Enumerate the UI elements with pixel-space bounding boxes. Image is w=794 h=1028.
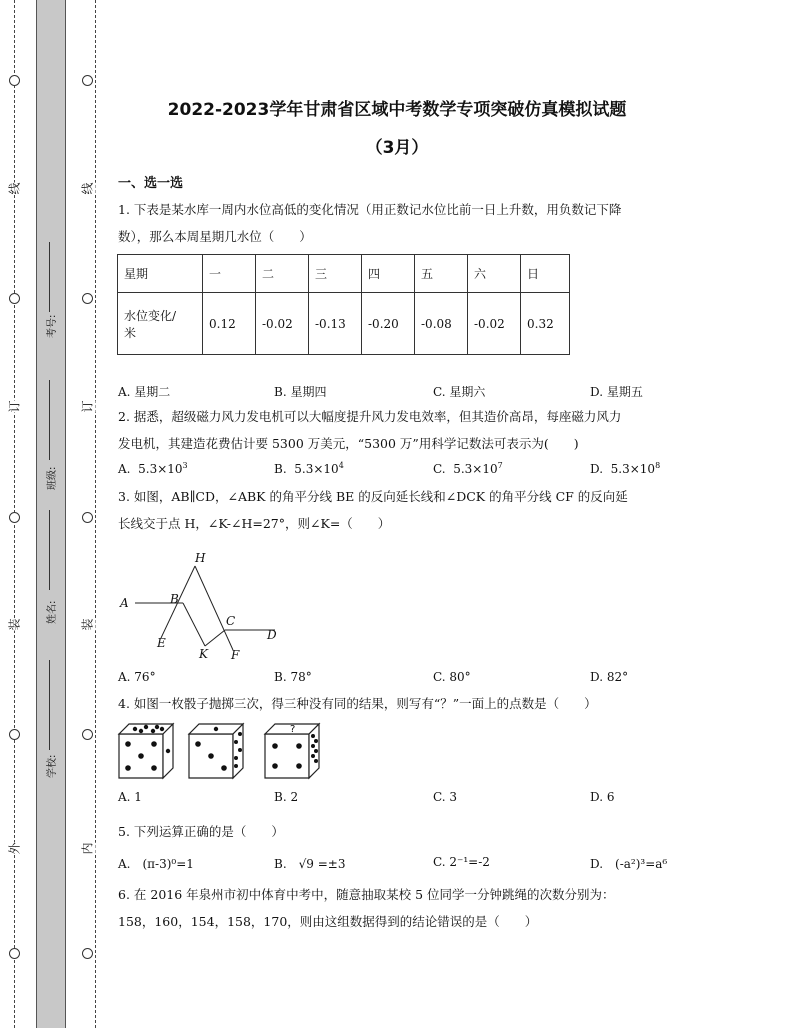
binding-hole bbox=[9, 75, 20, 86]
table-cell: -0.20 bbox=[362, 293, 415, 355]
field-line bbox=[49, 242, 50, 312]
table-header: 一 bbox=[203, 255, 256, 293]
margin-label: 外 bbox=[7, 842, 22, 855]
margin-label: 线 bbox=[7, 182, 22, 195]
q3-option-a: A. 76° bbox=[118, 670, 156, 684]
table-header: 日 bbox=[521, 255, 570, 293]
q2-text: 发电机，其建造花费估计要 5300 万美元，“5300 万”用科学记数法可表示为( ) bbox=[118, 436, 579, 451]
field-exam-number: 考号: bbox=[47, 314, 58, 338]
table-row-label: 水位变化/ 米 bbox=[118, 293, 203, 355]
die-2 bbox=[189, 724, 243, 778]
q3-option-b: B. 78° bbox=[274, 670, 312, 684]
binding-hole bbox=[9, 948, 20, 959]
label-d: D bbox=[267, 628, 277, 642]
q3-text: 3. 如图，AB∥CD，∠ABK 的角平分线 BE 的反向延长线和∠DCK 的角平分线 CF 的反向延 bbox=[118, 489, 628, 504]
table-header: 六 bbox=[468, 255, 521, 293]
margin-label: 订 bbox=[7, 400, 22, 413]
margin-label: 内 bbox=[80, 842, 95, 855]
q2-text: 2. 据悉，超级磁力风力发电机可以大幅度提升风力发电效率，但其造价高昂，每座磁力风力 bbox=[118, 409, 622, 424]
table-cell: 0.12 bbox=[203, 293, 256, 355]
binding-hole bbox=[82, 729, 93, 740]
section-heading: 一、选一选 bbox=[118, 176, 184, 191]
binding-hole bbox=[9, 729, 20, 740]
q5-option-c: C. 2⁻¹=-2 bbox=[433, 855, 490, 869]
q3-option-d: D. 82° bbox=[590, 670, 629, 684]
q1-option-b: B. 星期四 bbox=[274, 385, 327, 399]
q4-dice-figure bbox=[115, 720, 330, 782]
q1-text: 数），那么本周星期几水位（ ） bbox=[118, 229, 312, 244]
q4-option-a: A. 1 bbox=[118, 790, 142, 804]
q4-text: 4. 如图一枚骰子抛掷三次，得三种没有同的结果，则写有“？”一面上的点数是（ ） bbox=[118, 696, 597, 711]
table-cell: -0.13 bbox=[309, 293, 362, 355]
q2-option-a: A. $5.3\times 10^3$ bbox=[118, 461, 188, 476]
label-k: K bbox=[199, 647, 208, 661]
binding-hole bbox=[82, 948, 93, 959]
q4-option-b: B. 2 bbox=[274, 790, 299, 804]
field-line bbox=[49, 510, 50, 590]
page-subtitle: （3月） bbox=[365, 138, 429, 158]
margin-label: 线 bbox=[80, 182, 95, 195]
label-b: B bbox=[170, 592, 179, 606]
table-cell: 0.32 bbox=[521, 293, 570, 355]
table-cell: -0.08 bbox=[415, 293, 468, 355]
field-line bbox=[49, 380, 50, 460]
q5-text: 5. 下列运算正确的是（ ） bbox=[118, 824, 284, 839]
q1-option-c: C. 星期六 bbox=[433, 385, 486, 399]
table-header: 二 bbox=[256, 255, 309, 293]
line-bk bbox=[183, 603, 205, 646]
q4-option-c: C. 3 bbox=[433, 790, 458, 804]
q1-option-d: D. 星期五 bbox=[590, 385, 643, 399]
q5-option-d: D. (-a²)³=a⁶ bbox=[590, 857, 668, 871]
table-header: 五 bbox=[415, 255, 468, 293]
table-header: 星期 bbox=[118, 255, 203, 293]
page-title: 2022-2023学年甘肃省区域中考数学专项突破仿真模拟试题 bbox=[167, 100, 627, 120]
q1-option-a: A. 星期二 bbox=[118, 385, 171, 399]
binding-hole bbox=[82, 512, 93, 523]
field-class: 班级: bbox=[47, 466, 58, 490]
q6-text: 158，160，154，158，170，则由这组数据得到的结论错误的是（ ） bbox=[118, 914, 538, 929]
q3-option-c: C. 80° bbox=[433, 670, 471, 684]
q5-option-a: A. (π-3)⁰=1 bbox=[118, 857, 194, 871]
label-h: H bbox=[195, 551, 206, 565]
q3-text: 长线交于点 H，∠K-∠H=27°，则∠K=（ ） bbox=[118, 516, 391, 531]
q6-text: 6. 在 2016 年泉州市初中体育中考中，随意抽取某校 5 位同学一分钟跳绳的次数分别为： bbox=[118, 887, 615, 902]
margin-label: 装 bbox=[7, 618, 22, 631]
label-e: E bbox=[157, 636, 166, 650]
binding-hole bbox=[82, 293, 93, 304]
binding-hole bbox=[9, 512, 20, 523]
label-c: C bbox=[226, 614, 236, 628]
table-cell: -0.02 bbox=[468, 293, 521, 355]
table-cell: -0.02 bbox=[256, 293, 309, 355]
water-level-table bbox=[117, 254, 570, 355]
q3-geometry-figure bbox=[115, 548, 285, 664]
q2-option-b: B. $5.3\times 10^4$ bbox=[274, 461, 344, 476]
field-line bbox=[49, 660, 50, 750]
margin-label: 订 bbox=[80, 400, 95, 413]
q2-option-d: D. $5.3\times 10^8$ bbox=[590, 461, 661, 476]
field-name: 姓名: bbox=[47, 600, 58, 624]
table-header: 三 bbox=[309, 255, 362, 293]
label-f: F bbox=[231, 648, 240, 662]
q2-option-c: C. $5.3\times 10^7$ bbox=[433, 461, 503, 476]
margin-label: 装 bbox=[80, 618, 95, 631]
binding-hole bbox=[82, 75, 93, 86]
binding-hole bbox=[9, 293, 20, 304]
question-mark-label: ? bbox=[290, 724, 296, 735]
label-a: A bbox=[120, 596, 129, 610]
q1-text: 1. 下表是某水库一周内水位高低的变化情况（用正数记水位比前一日上升数，用负数记下降 bbox=[118, 202, 622, 217]
q4-option-d: D. 6 bbox=[590, 790, 615, 804]
line-kc bbox=[205, 630, 225, 646]
table-header: 四 bbox=[362, 255, 415, 293]
field-school: 学校: bbox=[47, 754, 58, 778]
q5-option-b: B. √9 =±3 bbox=[274, 857, 346, 871]
